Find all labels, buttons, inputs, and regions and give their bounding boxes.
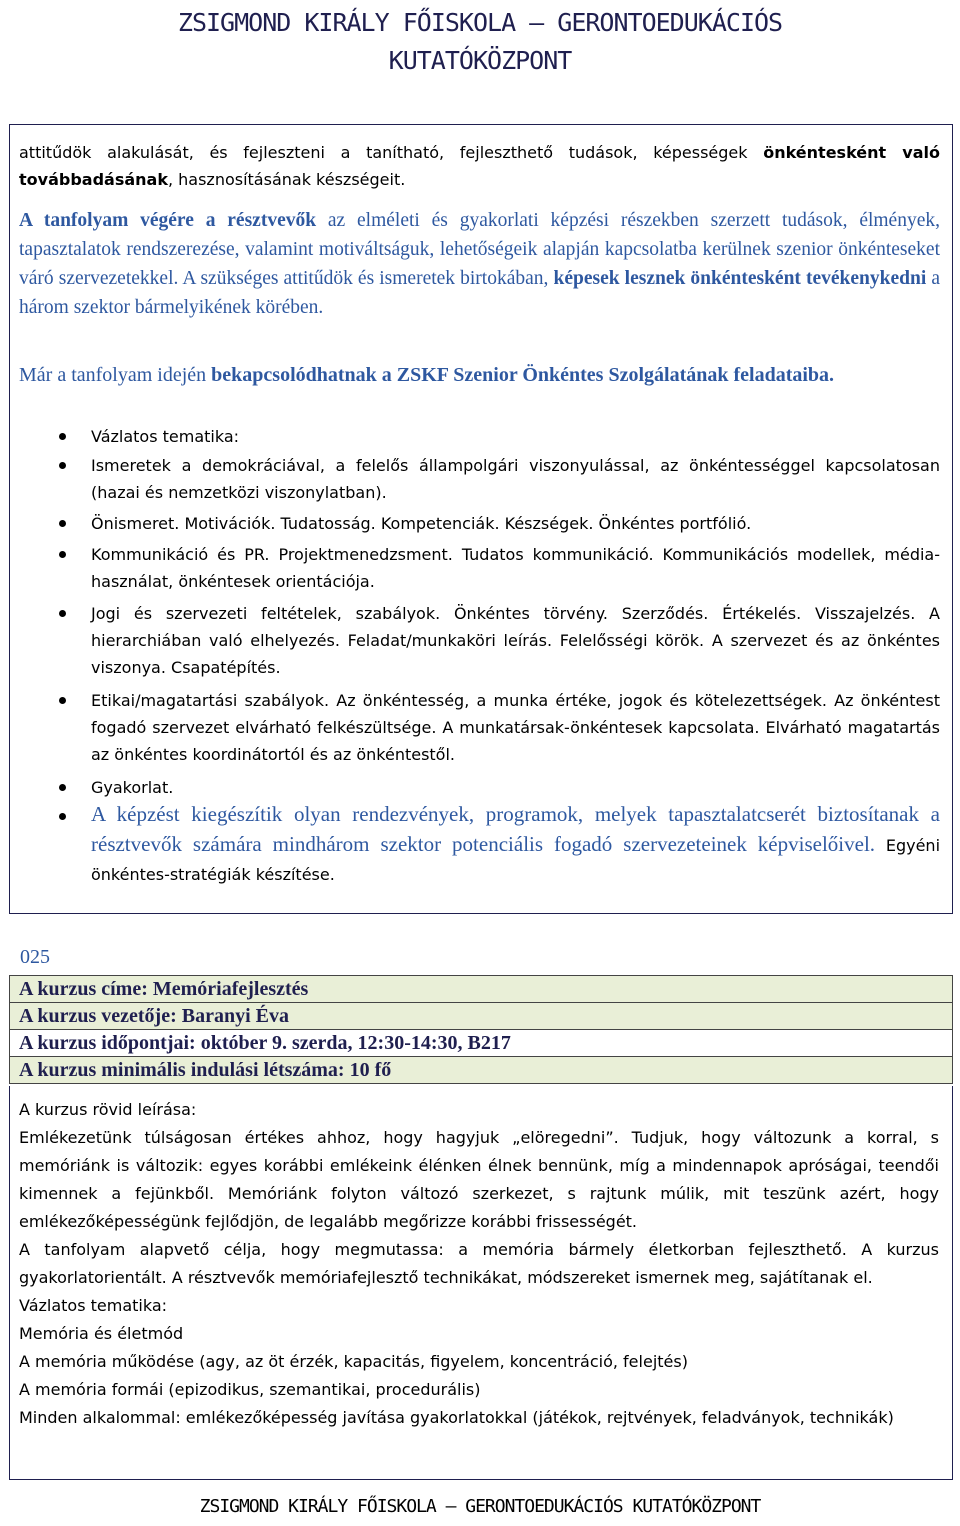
bullet-icon bbox=[56, 430, 68, 442]
topic-item: Memória és életmód bbox=[19, 1324, 184, 1343]
header-line-2: KUTATÓKÖZPONT bbox=[388, 46, 572, 75]
topic-item: A memória formái (epizodikus, szemantikai, procedurális) bbox=[19, 1380, 481, 1399]
paragraph-1: attitűdök alakulását, és fejleszteni a tanítható, fejleszthető tudások, képességek önkéntesként való továbbadásának, hasznosításának készségeit. bbox=[19, 143, 941, 189]
course-title: A kurzus címe: Memóriafejlesztés bbox=[9, 975, 953, 1003]
course-leader: A kurzus vezetője: Baranyi Éva bbox=[9, 1002, 953, 1030]
bullet-icon bbox=[56, 607, 68, 619]
page-header bbox=[0, 4, 960, 80]
topics-label: Vázlatos tematika: bbox=[19, 1296, 168, 1315]
topic-item: A memória működése (agy, az öt érzék, kapacitás, figyelem, koncentráció, felejtés) bbox=[19, 1352, 688, 1371]
course-time: A kurzus időpontjai: október 9. szerda, 12:30-14:30, B217 bbox=[9, 1029, 953, 1057]
course-description bbox=[19, 1096, 939, 1432]
bullet-icon bbox=[56, 694, 68, 706]
bullet-item: Kommunikáció és PR. Projektmenedzsment. Tudatos kommunikáció. Kommunikációs modellek, média-használat, önkéntesek orientációja. bbox=[91, 545, 940, 591]
bullet-item: Jogi és szervezeti feltételek, szabályok. Önkéntes törvény. Szerződés. Értékelés. Visszajelzés. A hierarchiában való elhelyezés. Feladat/munkaköri leírás. Felelősségi körök. A szervezet és az önkéntes viszonya. Csapatépítés. bbox=[91, 604, 940, 677]
topic-item: Minden alkalommal: emlékezőképesség javítása gyakorlatokkal (játékok, rejtvények, feladványok, technikák) bbox=[19, 1408, 894, 1427]
bullet-item: Vázlatos tematika: bbox=[91, 427, 240, 446]
bullet-icon bbox=[56, 517, 68, 529]
header-line-1: ZSIGMOND KIRÁLY FŐISKOLA – GERONTOEDUKÁCIÓS bbox=[177, 8, 783, 37]
description-paragraph: A tanfolyam alapvető célja, hogy megmutassa: a memória bármely életkorban fejleszthető. A kurzus gyakorlatorientált. A résztvevők memóriafejlesztő technikákat, módszereket ismernek meg, sajátítanak el. bbox=[19, 1240, 939, 1287]
bullet-icon bbox=[56, 459, 68, 471]
bullet-icon bbox=[56, 781, 68, 793]
course-info-table bbox=[9, 976, 953, 1084]
description-paragraph: Emlékezetünk túlságosan értékes ahhoz, hogy hagyjuk „elöregedni”. Tudjuk, hogy változunk a korral, s memóriánk is változik: egyes korábbi emlékeink élénken élnek bennünk, míg a mindennapok apróságai, teendői kimennek a fejünkből. Memóriánk folyton változó szerkezet, s rajtunk múlik, mit teszünk azért, hogy emlékezőképességünk fejlődjön, de legalább megőrizze korábbi frissességét. bbox=[19, 1128, 939, 1231]
paragraph-3: Már a tanfolyam idején bekapcsolódhatnak a ZSKF Szenior Önkéntes Szolgálatának feladataiba. bbox=[19, 364, 835, 386]
bullet-item: Ismeretek a demokráciával, a felelős állampolgári viszonyulással, az önkéntességgel kapcsolatosan (hazai és nemzetközi viszonylatban). bbox=[91, 456, 940, 502]
course-code: 025 bbox=[20, 946, 50, 968]
bullet-item: Gyakorlat. bbox=[91, 778, 174, 797]
bullet-item: A képzést kiegészítik olyan rendezvények, programok, melyek tapasztalatcserét biztosítanak a résztvevők számára mindhárom szektor potenciális fogadó szervezeteinek képviselőivel. Egyéni önkéntes-stratégiák készítése. bbox=[91, 802, 941, 884]
bullet-icon bbox=[56, 810, 68, 822]
bullet-icon bbox=[56, 548, 68, 560]
description-label: A kurzus rövid leírása: bbox=[19, 1100, 197, 1119]
bullet-item: Etikai/magatartási szabályok. Az önkéntesség, a munka értéke, jogok és kötelezettségek. Az önkéntest fogadó szervezet elvárható felkészültsége. A munkatársak-önkéntesek kapcsolata. Elvárható magatartás az önkéntes koordinátortól és az önkéntestől. bbox=[91, 691, 940, 764]
course-min-participants: A kurzus minimális indulási létszáma: 10 fő bbox=[9, 1056, 953, 1084]
bullet-item: Önismeret. Motivációk. Tudatosság. Kompetenciák. Készségek. Önkéntes portfólió. bbox=[91, 514, 752, 533]
paragraph-2: A tanfolyam végére a résztvevők az elméleti és gyakorlati képzési részekben szerzett tudások, élmények, tapasztalatok rendszerezése, valamint motiváltságuk, lehetőségeik alapján kapcsolatba kerülnek szenior önkénteseket váró szervezetekkel. A szükséges attitűdök és ismeretek birtokában, képesek lesznek önkéntesként tevékenykedni a három szektor bármelyikének körében. bbox=[19, 210, 941, 318]
page-footer: ZSIGMOND KIRÁLY FŐISKOLA – GERONTOEDUKÁCIÓS KUTATÓKÖZPONT bbox=[199, 1496, 761, 1517]
